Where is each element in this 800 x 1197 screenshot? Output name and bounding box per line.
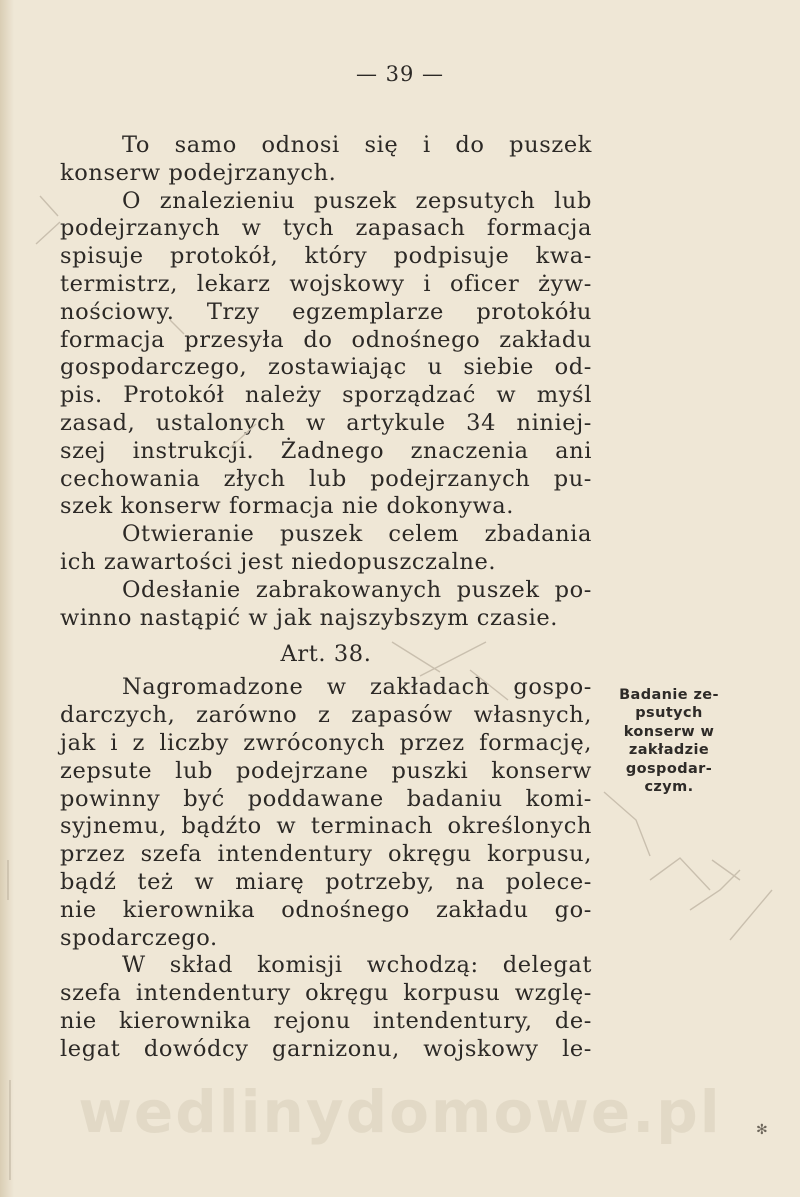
text-line: winno nastąpić w jak najszybszym czasie.	[60, 604, 559, 631]
text-line: spodarczego.	[60, 924, 218, 951]
text-line: Otwieranie puszek celem zbadania	[122, 521, 592, 548]
text-line: szefa intendentury okręgu korpusu wzglę-	[60, 980, 592, 1007]
text-line: cechowania złych lub podejrzanych pu-	[60, 465, 592, 492]
text-line: darczych, zarówno z zapasów własnych,	[60, 702, 592, 729]
text-line: konserw podejrzanych.	[60, 159, 337, 186]
article-heading: Art. 38.	[280, 641, 372, 668]
margin-note-line: gospodar-	[625, 760, 713, 777]
text-line: pis. Protokół należy sporządzać w myśl	[60, 382, 592, 409]
text-line: podejrzanych w tych zapasach formacja	[60, 215, 592, 242]
pencil-mark	[40, 196, 58, 216]
ink-spot: ✻	[756, 1122, 768, 1138]
page-edge	[0, 0, 14, 1197]
pencil-mark	[650, 858, 710, 890]
text-line: Odesłanie zabrakowanych puszek po-	[122, 576, 592, 603]
text-line: spisuje protokół, który podpisuje kwa-	[60, 243, 592, 270]
margin-note-line: zakładzie	[628, 742, 710, 759]
pencil-mark	[712, 860, 740, 880]
text-line: jak i z liczby zwróconych przez formację,	[60, 729, 592, 756]
text-line: nościowy. Trzy egzemplarze protokółu	[60, 298, 592, 325]
main-text	[60, 132, 592, 1064]
text-line: To samo odnosi się i do puszek	[122, 132, 592, 158]
text-line: W skład komisji wchodzą: delegat	[122, 952, 592, 979]
text-line: nie kierownika odnośnego zakładu go-	[60, 896, 592, 923]
margin-note-line: czym.	[644, 779, 694, 796]
margin-note	[604, 686, 734, 796]
text-line: powinny być poddawane badaniu komi-	[60, 785, 592, 812]
margin-note-line: psutych	[635, 705, 703, 722]
text-line: szek konserw formacja nie dokonywa.	[60, 493, 515, 520]
text-line: ich zawartości jest niedopuszczalne.	[60, 548, 497, 575]
text-line: przez szefa intendentury okręgu korpusu,	[60, 841, 592, 868]
text-line: legat dowódcy garnizonu, wojskowy le-	[60, 1035, 592, 1062]
text-line: syjnemu, bądźto w terminach określonych	[60, 813, 592, 840]
text-line: nie kierownika rejonu intendentury, de-	[60, 1007, 592, 1034]
page-number: — 39 —	[355, 62, 445, 86]
text-line: zasad, ustalonych w artykule 34 niniej-	[60, 409, 592, 436]
watermark: wedlinydomowe.pl	[78, 1078, 722, 1146]
margin-note-line: Badanie ze-	[619, 687, 719, 703]
text-line: zepsute lub podejrzane puszki konserw	[60, 757, 592, 784]
pencil-mark	[36, 222, 60, 244]
pencil-mark	[690, 870, 740, 910]
pencil-mark	[604, 792, 650, 856]
text-line: formacja przesyła do odnośnego zakładu	[60, 326, 592, 353]
text-line: O znalezieniu puszek zepsutych lub	[122, 187, 592, 214]
text-line: bądź też w miarę potrzeby, na polece-	[60, 868, 592, 895]
text-line: Nagromadzone w zakładach gospo-	[122, 674, 592, 701]
text-line: gospodarczego, zostawiając u siebie od-	[60, 354, 592, 381]
pencil-mark	[730, 890, 772, 940]
text-line: szej instrukcji. Żadnego znaczenia ani	[60, 437, 592, 464]
text-line: termistrz, lekarz wojskowy i oficer żyw-	[60, 270, 592, 297]
margin-note-line: konserw w	[623, 723, 715, 740]
